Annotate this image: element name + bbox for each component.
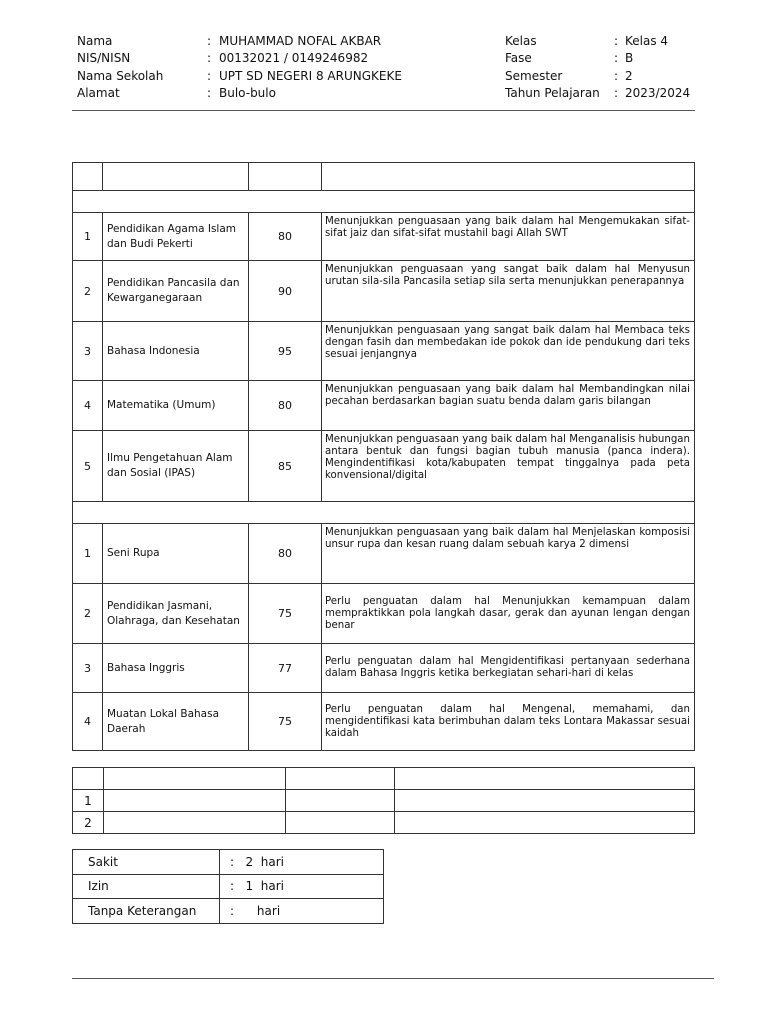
- subject-description: Perlu penguatan dalam hal Mengenal, memahami, dan mengidentifikasi kata berimbuhan dalam teks Lontara Makassar sesuai kaidah: [322, 693, 695, 751]
- separator: :: [207, 51, 212, 66]
- grades-header-row: [73, 163, 695, 191]
- header-cell-subject: [103, 163, 249, 191]
- subject-score: 90: [249, 261, 322, 322]
- semester-row: [505, 68, 705, 85]
- subject-score: 80: [249, 213, 322, 261]
- attendance-table: [72, 849, 384, 924]
- subject-description: Perlu penguatan dalam hal Menunjukkan kemampuan dalam mempraktikkan pola langkah dasar, gerak dan ayunan lengan dengan benar: [322, 584, 695, 644]
- header-cell-activity: [104, 768, 286, 790]
- table-row: [73, 381, 695, 431]
- row-number: 2: [73, 584, 103, 644]
- attendance-label: Sakit: [73, 850, 220, 875]
- header-cell-no: [73, 163, 103, 191]
- row-number: 2: [73, 261, 103, 322]
- subject-name: Pendidikan Jasmani, Olahraga, dan Kesehatan: [103, 584, 249, 644]
- group-a-cell: [73, 191, 695, 213]
- table-row: [73, 431, 695, 502]
- name-row: [77, 33, 497, 50]
- subject-score: 95: [249, 322, 322, 381]
- name-label: Nama: [77, 34, 113, 48]
- header-divider: [72, 110, 695, 111]
- student-info-right: [505, 33, 705, 102]
- student-info-left: [77, 33, 497, 102]
- attendance-label: Tanpa Keterangan: [73, 899, 220, 924]
- attendance-value: : 2 hari: [220, 850, 384, 875]
- subject-description: Menunjukkan penguasaan yang baik dalam hal Menganalisis hubungan antara bentuk dan fungsi bagian tubuh manusia (panca indera). Mengindentifikasi kota/kabupaten tempat tinggalnya pada peta konvensional/digital: [322, 431, 695, 502]
- table-row: [73, 644, 695, 693]
- subject-description: Perlu penguatan dalam hal Mengidentifikasi pertanyaan sederhana dalam Bahasa Inggris ketika berkegiatan sehari-hari di kelas: [322, 644, 695, 693]
- attendance-row-absent: [73, 899, 384, 924]
- header-cell-score: [249, 163, 322, 191]
- subject-score: 85: [249, 431, 322, 502]
- table-row: [73, 213, 695, 261]
- group-b-cell: [73, 502, 695, 524]
- subject-name: Pendidikan Pancasila dan Kewarganegaraan: [103, 261, 249, 322]
- header-cell-no: [73, 768, 104, 790]
- extracurricular-header-row: [73, 768, 695, 790]
- school-value: UPT SD NEGERI 8 ARUNGKEKE: [219, 68, 402, 83]
- table-row: [73, 261, 695, 322]
- separator: :: [614, 51, 619, 66]
- phase-row: [505, 50, 705, 67]
- subject-score: 75: [249, 693, 322, 751]
- grade-cell: [286, 790, 395, 812]
- subject-score: 80: [249, 381, 322, 431]
- subject-name: Matematika (Umum): [103, 381, 249, 431]
- phase-value: B: [625, 51, 634, 66]
- row-number: 1: [73, 790, 104, 812]
- row-number: 5: [73, 431, 103, 502]
- nisn-label: NIS/NISN: [77, 51, 131, 66]
- subject-score: 77: [249, 644, 322, 693]
- table-row: [73, 693, 695, 751]
- header-cell-description: [322, 163, 695, 191]
- class-value: Kelas 4: [625, 34, 669, 48]
- note-cell: [395, 790, 695, 812]
- address-value: Bulo-bulo: [219, 85, 276, 100]
- attendance-row-permission: [73, 874, 384, 899]
- separator: :: [614, 68, 619, 83]
- subject-description: Menunjukkan penguasaan yang sangat baik dalam hal Menyusun urutan sila-sila Pancasila setiap sila serta menunjukkan penerapannya: [322, 261, 695, 322]
- row-number: 2: [73, 812, 104, 834]
- class-label: Kelas: [505, 34, 537, 48]
- year-value: 2023/2024: [625, 85, 691, 100]
- attendance-row-sick: [73, 850, 384, 875]
- separator: :: [207, 85, 212, 100]
- row-number: 4: [73, 381, 103, 431]
- subject-score: 75: [249, 584, 322, 644]
- row-number: 3: [73, 322, 103, 381]
- activity-cell: [104, 790, 286, 812]
- subject-description: Menunjukkan penguasaan yang sangat baik dalam hal Membaca teks dengan fasih dan membedakan ide pokok dan ide pendukung dari teks sesuai jenjangnya: [322, 322, 695, 381]
- separator: :: [207, 68, 212, 83]
- address-row: [77, 85, 497, 102]
- year-row: [505, 85, 705, 102]
- separator: :: [614, 34, 619, 48]
- school-label: Nama Sekolah: [77, 68, 164, 83]
- nisn-value: 00132021 / 0149246982: [219, 51, 369, 66]
- subject-name: Pendidikan Agama Islam dan Budi Pekerti: [103, 213, 249, 261]
- subject-name: Seni Rupa: [103, 524, 249, 584]
- semester-value: 2: [625, 68, 633, 83]
- attendance-label: Izin: [73, 874, 220, 899]
- school-row: [77, 68, 497, 85]
- table-row: [73, 584, 695, 644]
- class-row: [505, 33, 705, 50]
- extracurricular-table: [72, 767, 695, 834]
- subject-name: Muatan Lokal Bahasa Daerah: [103, 693, 249, 751]
- separator: :: [614, 85, 619, 100]
- header-cell-grade: [286, 768, 395, 790]
- group-a-row: [73, 191, 695, 213]
- row-number: 3: [73, 644, 103, 693]
- subject-name: Bahasa Indonesia: [103, 322, 249, 381]
- subject-description: Menunjukkan penguasaan yang baik dalam hal Mengemukakan sifat-sifat jaiz dan sifat-sifat mustahil bagi Allah SWT: [322, 213, 695, 261]
- table-row: [73, 322, 695, 381]
- footer-divider: [72, 978, 714, 979]
- table-row: [73, 812, 695, 834]
- attendance-value: : 1 hari: [220, 874, 384, 899]
- subject-description: Menunjukkan penguasaan yang baik dalam hal Menjelaskan komposisi unsur rupa dan kesan ruang dalam sebuah karya 2 dimensi: [322, 524, 695, 584]
- row-number: 1: [73, 213, 103, 261]
- subject-name: Bahasa Inggris: [103, 644, 249, 693]
- name-value: MUHAMMAD NOFAL AKBAR: [219, 34, 382, 48]
- row-number: 4: [73, 693, 103, 751]
- row-number: 1: [73, 524, 103, 584]
- address-label: Alamat: [77, 85, 120, 100]
- nisn-row: [77, 50, 497, 67]
- note-cell: [395, 812, 695, 834]
- header-cell-note: [395, 768, 695, 790]
- separator: :: [207, 34, 212, 48]
- subject-description: Menunjukkan penguasaan yang baik dalam hal Membandingkan nilai pecahan berdasarkan bagian suatu benda dalam garis bilangan: [322, 381, 695, 431]
- table-row: [73, 790, 695, 812]
- table-row: [73, 524, 695, 584]
- grades-table: [72, 162, 695, 751]
- attendance-value: : hari: [220, 899, 384, 924]
- grade-cell: [286, 812, 395, 834]
- phase-label: Fase: [505, 51, 532, 66]
- group-b-row: [73, 502, 695, 524]
- subject-name: Ilmu Pengetahuan Alam dan Sosial (IPAS): [103, 431, 249, 502]
- subject-score: 80: [249, 524, 322, 584]
- year-label: Tahun Pelajaran: [505, 85, 600, 100]
- semester-label: Semester: [505, 68, 563, 83]
- activity-cell: [104, 812, 286, 834]
